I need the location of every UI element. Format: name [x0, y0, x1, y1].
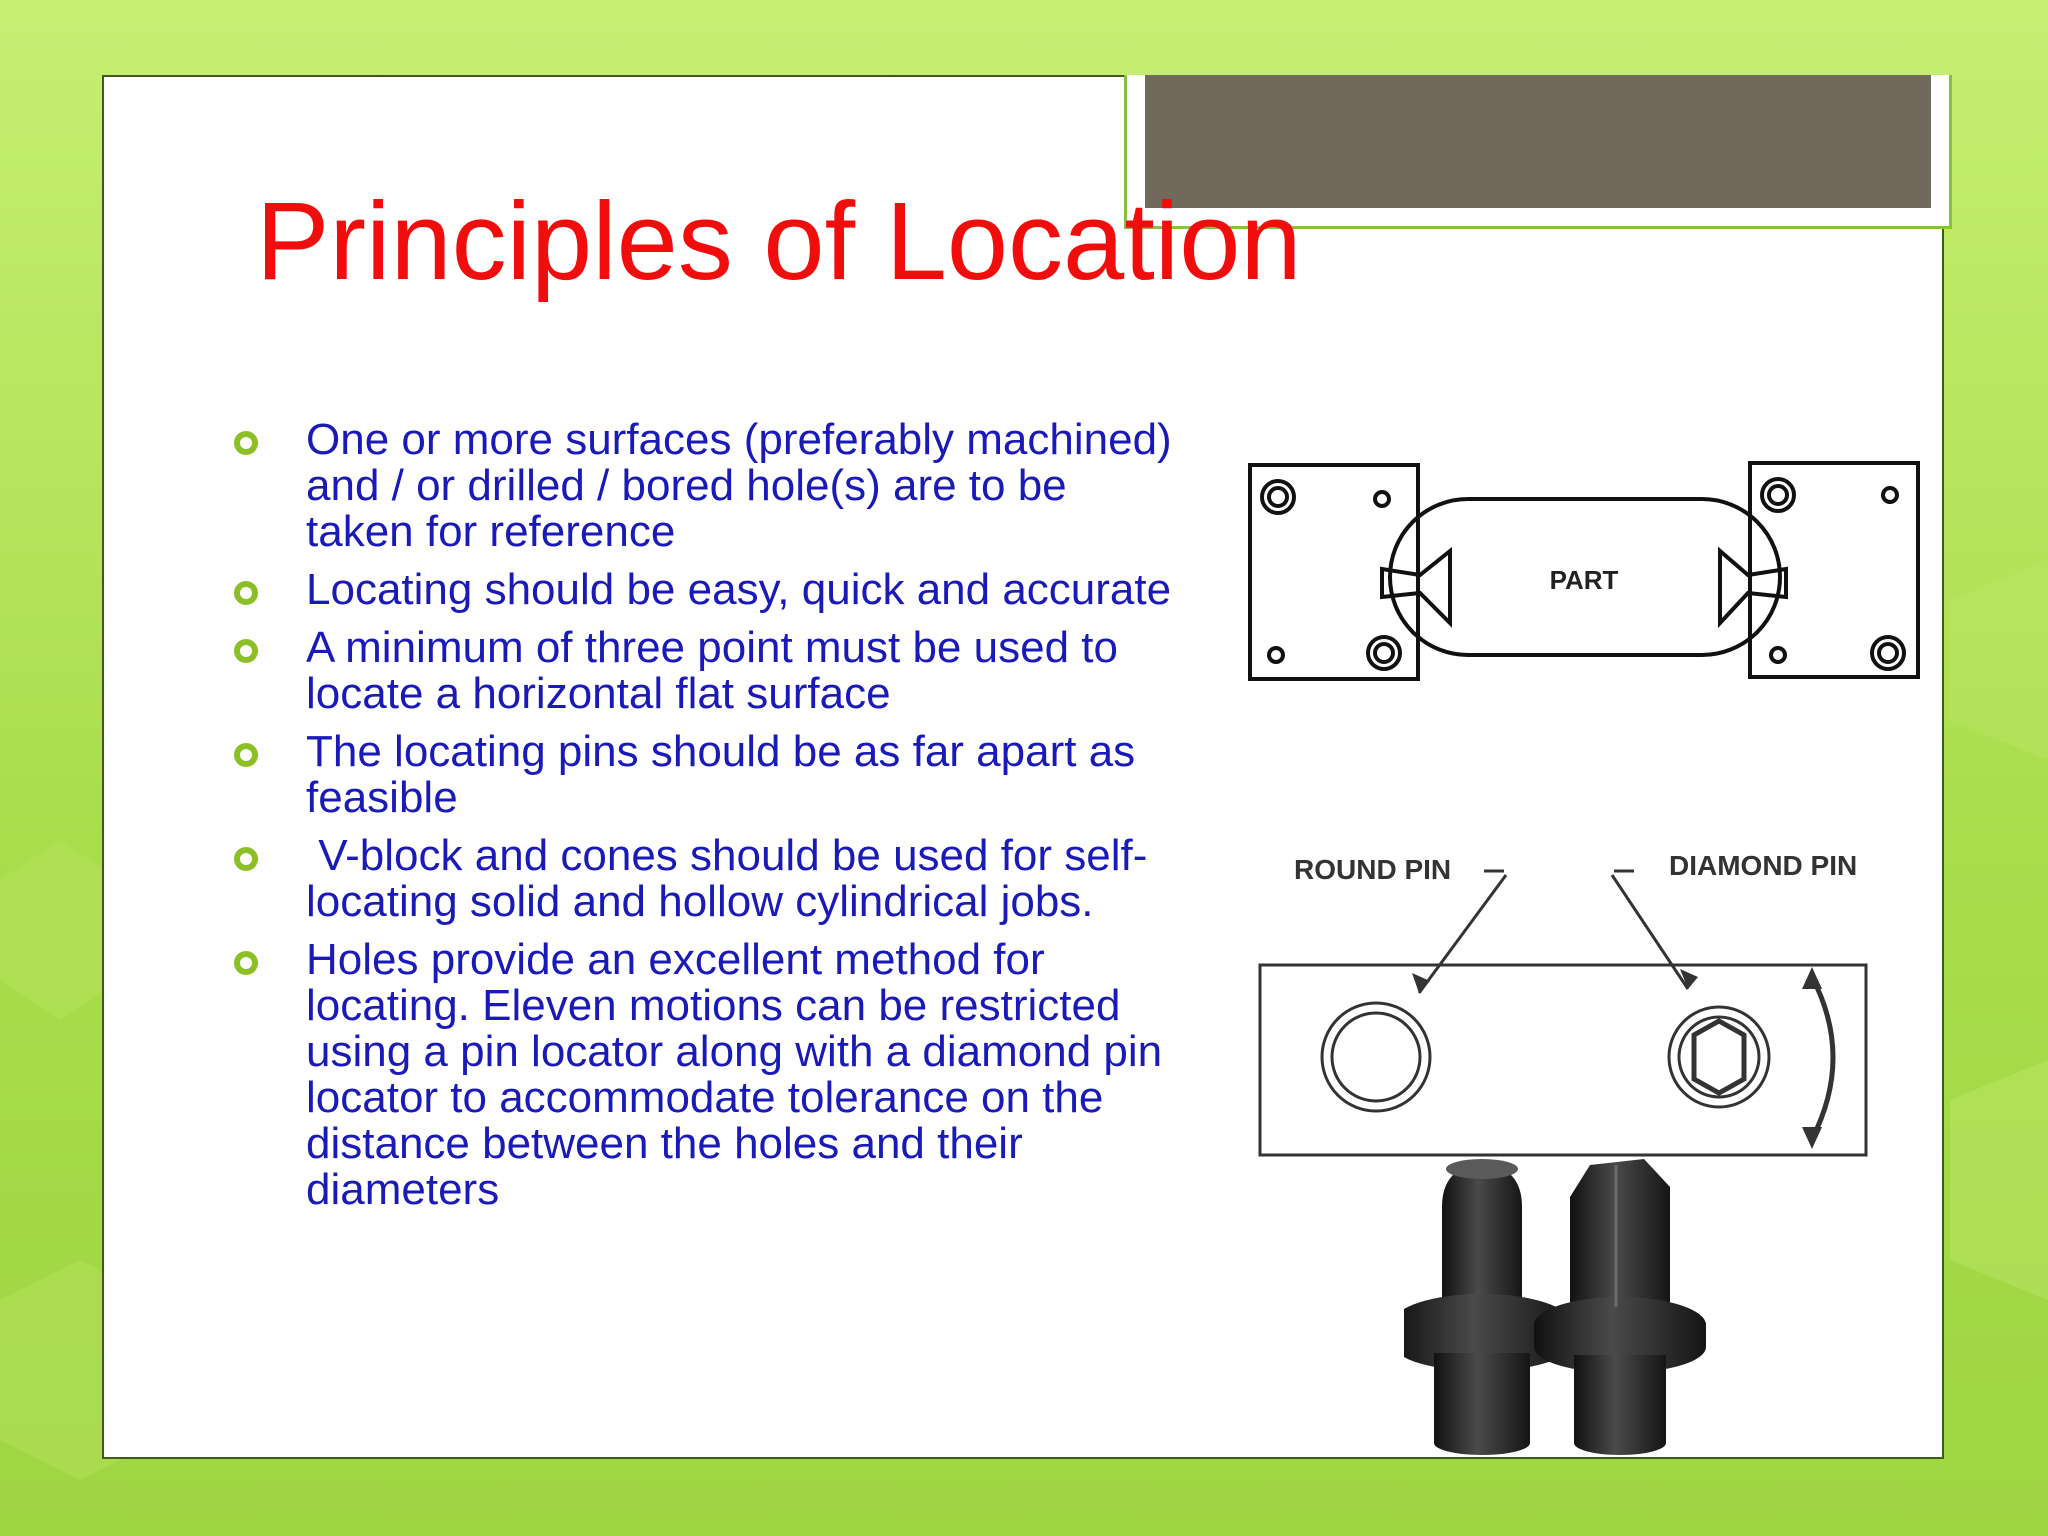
bullet-text: Locating should be easy, quick and accurate	[306, 565, 1172, 614]
bullet-list	[176, 417, 1186, 1225]
round-pin-label: ROUND PIN	[1294, 854, 1452, 885]
bullet-circle-icon	[234, 431, 258, 455]
bullet-circle-icon	[234, 581, 258, 605]
part-label: PART	[1549, 565, 1619, 595]
bullet-item	[176, 567, 1186, 613]
locating-pins-photo	[1404, 1147, 1724, 1457]
bullet-item	[176, 729, 1186, 821]
bullet-item	[176, 833, 1186, 925]
bullet-circle-icon	[234, 847, 258, 871]
slide-panel	[102, 75, 1944, 1459]
bullet-item	[176, 937, 1186, 1213]
bullet-circle-icon	[234, 951, 258, 975]
bullet-text: The locating pins should be as far apart as feasible	[306, 727, 1148, 822]
bullet-item	[176, 625, 1186, 717]
bullet-text: A minimum of three point must be used to locate a horizontal flat surface	[306, 623, 1131, 718]
bullet-circle-icon	[234, 639, 258, 663]
pin-locator-diagram	[1244, 767, 2024, 1167]
part-fixture-diagram	[1244, 457, 2024, 767]
slide-title: Principles of Location	[256, 180, 1302, 303]
bullet-circle-icon	[234, 743, 258, 767]
bullet-text: One or more surfaces (preferably machined) and / or drilled / bored hole(s) are to be taken for reference	[306, 415, 1184, 556]
bullet-item	[176, 417, 1186, 555]
bullet-text: Holes provide an excellent method for locating. Eleven motions can be restricted using a pin locator along with a diamond pin locator to accommodate tolerance on the distance between the holes and their diameters	[306, 935, 1175, 1214]
diamond-pin-label: DIAMOND PIN	[1669, 850, 1858, 881]
bullet-text: V-block and cones should be used for self-locating solid and hollow cylindrical jobs.	[306, 831, 1148, 926]
